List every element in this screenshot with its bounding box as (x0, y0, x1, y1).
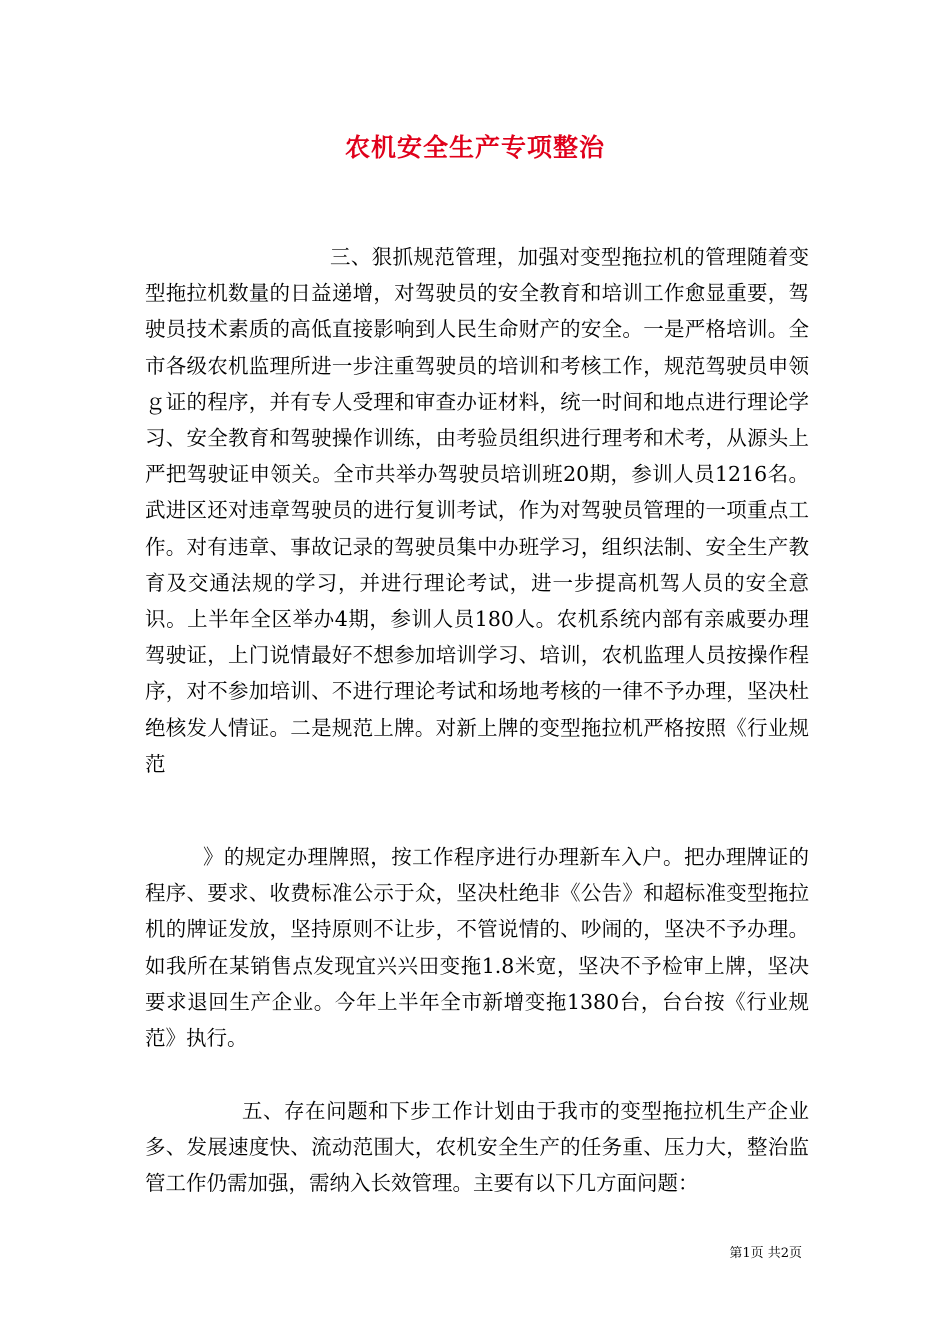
body-paragraph-1: 三、狠抓规范管理，加强对变型拖拉机的管理随着变型拖拉机数量的日益递增，对驾驶员的安全教育和培训工作愈显重要，驾驶员技术素质的高低直接影响到人民生命财产的安全。一是严格培训。全市各级农机监理所进一步注重驾驶员的培训和考核工作，规范驾驶员申领ｇ证的程序，并有专人受理和审查办证材料，统一时间和地点进行理论学习、安全教育和驾驶操作训练，由考验员组织进行理考和术考，从源头上严把驾驶证申领关。全市共举办驾驶员培训班20期，参训人员1216名。武进区还对违章驾驶员的进行复训考试，作为对驾驶员管理的一项重点工作。对有违章、事故记录的驾驶员集中办班学习，组织法制、安全生产教育及交通法规的学习，并进行理论考试，进一步提高机驾人员的安全意识。上半年全区举办4期，参训人员180人。农机系统内部有亲戚要办理驾驶证，上门说情最好不想参加培训学习、培训，农机监理人员按操作程序，对不参加培训、不进行理论考试和场地考核的一律不予办理，坚决杜绝核发人情证。二是规范上牌。对新上牌的变型拖拉机严格按照《行业规范 (145, 245, 809, 776)
body-paragraph-3: 五、存在问题和下步工作计划由于我市的变型拖拉机生产企业多、发展速度快、流动范围大，农机安全生产的任务重、压力大，整治监管工作仍需加强，需纳入长效管理。主要有以下几方面问题： (145, 1099, 809, 1196)
body-paragraph-2: 》的规定办理牌照，按工作程序进行办理新车入户。把办理牌证的程序、要求、收费标准公示于众，坚决杜绝非《公告》和超标准变型拖拉机的牌证发放，坚持原则不让步，不管说情的、吵闹的，坚决不予办理。如我所在某销售点发现宜兴兴田变拖1.8米宽，坚决不予检审上牌，坚决要求退回生产企业。今年上半年全市新增变拖1380台，台台按《行业规范》执行。 (145, 845, 809, 1051)
document-title: 农机安全生产专项整治 (344, 133, 605, 162)
page-number-footer: 第1页 共2页 (729, 1246, 802, 1261)
